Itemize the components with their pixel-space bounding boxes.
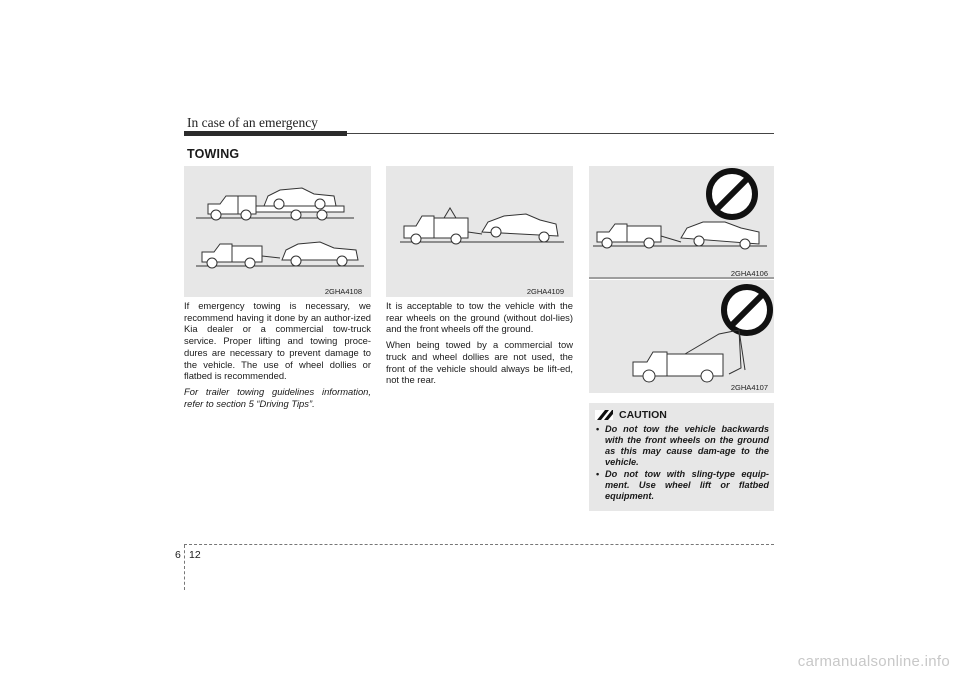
paragraph: It is acceptable to tow the vehicle with the rear wheels on the ground (without dol-lies) and the front wheels off the ground. [386, 300, 573, 335]
middle-column-text [386, 300, 573, 390]
prohibited-icon [724, 287, 770, 333]
caution-box [589, 403, 774, 511]
wheel-lift-illustration [386, 166, 573, 297]
caution-header [595, 409, 667, 421]
figure-wheel-lift [386, 166, 573, 297]
footer-rule [184, 544, 774, 545]
header-bar [184, 131, 347, 136]
figure-code: 2GHA4107 [730, 383, 768, 392]
prohibited-icon [709, 171, 755, 217]
figure-flatbed-dolly [184, 166, 371, 297]
figure-prohibited-sling [589, 280, 774, 393]
figure-code: 2GHA4108 [324, 287, 362, 296]
paragraph: If emergency towing is necessary, we recommend having it done by an author-ized Kia dealer or a commercial tow-truck service. Proper lifting and towing proce-dures are necessary to prevent damage to the vehicle. The use of wheel dollies or flatbed is recommended. [184, 300, 371, 382]
figure-prohibited-backwards [589, 166, 774, 279]
header-rule [347, 133, 774, 134]
prohibited-backwards-illustration [589, 166, 774, 279]
caution-list [596, 424, 769, 503]
header-title: In case of an emergency [187, 115, 318, 130]
flatbed-dolly-illustration [184, 166, 371, 297]
watermark: carmanualsonline.info [797, 653, 950, 670]
footer-divider [184, 545, 185, 590]
paragraph: When being towed by a commercial tow truck and wheel dollies are not used, the front of the vehicle should always be lift-ed, not the rear. [386, 339, 573, 386]
section-title: TOWING [187, 147, 240, 161]
figure-code: 2GHA4109 [526, 287, 564, 296]
caution-item: • Do not tow the vehicle backwards with the front wheels on the ground as this may cause dam-age to the vehicle. [596, 424, 769, 468]
caution-item: • Do not tow with sling-type equip-ment. Use wheel lift or flatbed equipment. [596, 469, 769, 502]
page-number: 12 [189, 549, 201, 561]
chapter-number: 6 [175, 549, 181, 561]
figure-code: 2GHA4106 [730, 269, 768, 278]
prohibited-sling-illustration [589, 280, 774, 393]
left-column-text [184, 300, 371, 413]
caution-icon [595, 410, 613, 420]
caution-title: CAUTION [619, 409, 667, 421]
paragraph-note: For trailer towing guidelines information, refer to section 5 “Driving Tips”. [184, 385, 371, 409]
